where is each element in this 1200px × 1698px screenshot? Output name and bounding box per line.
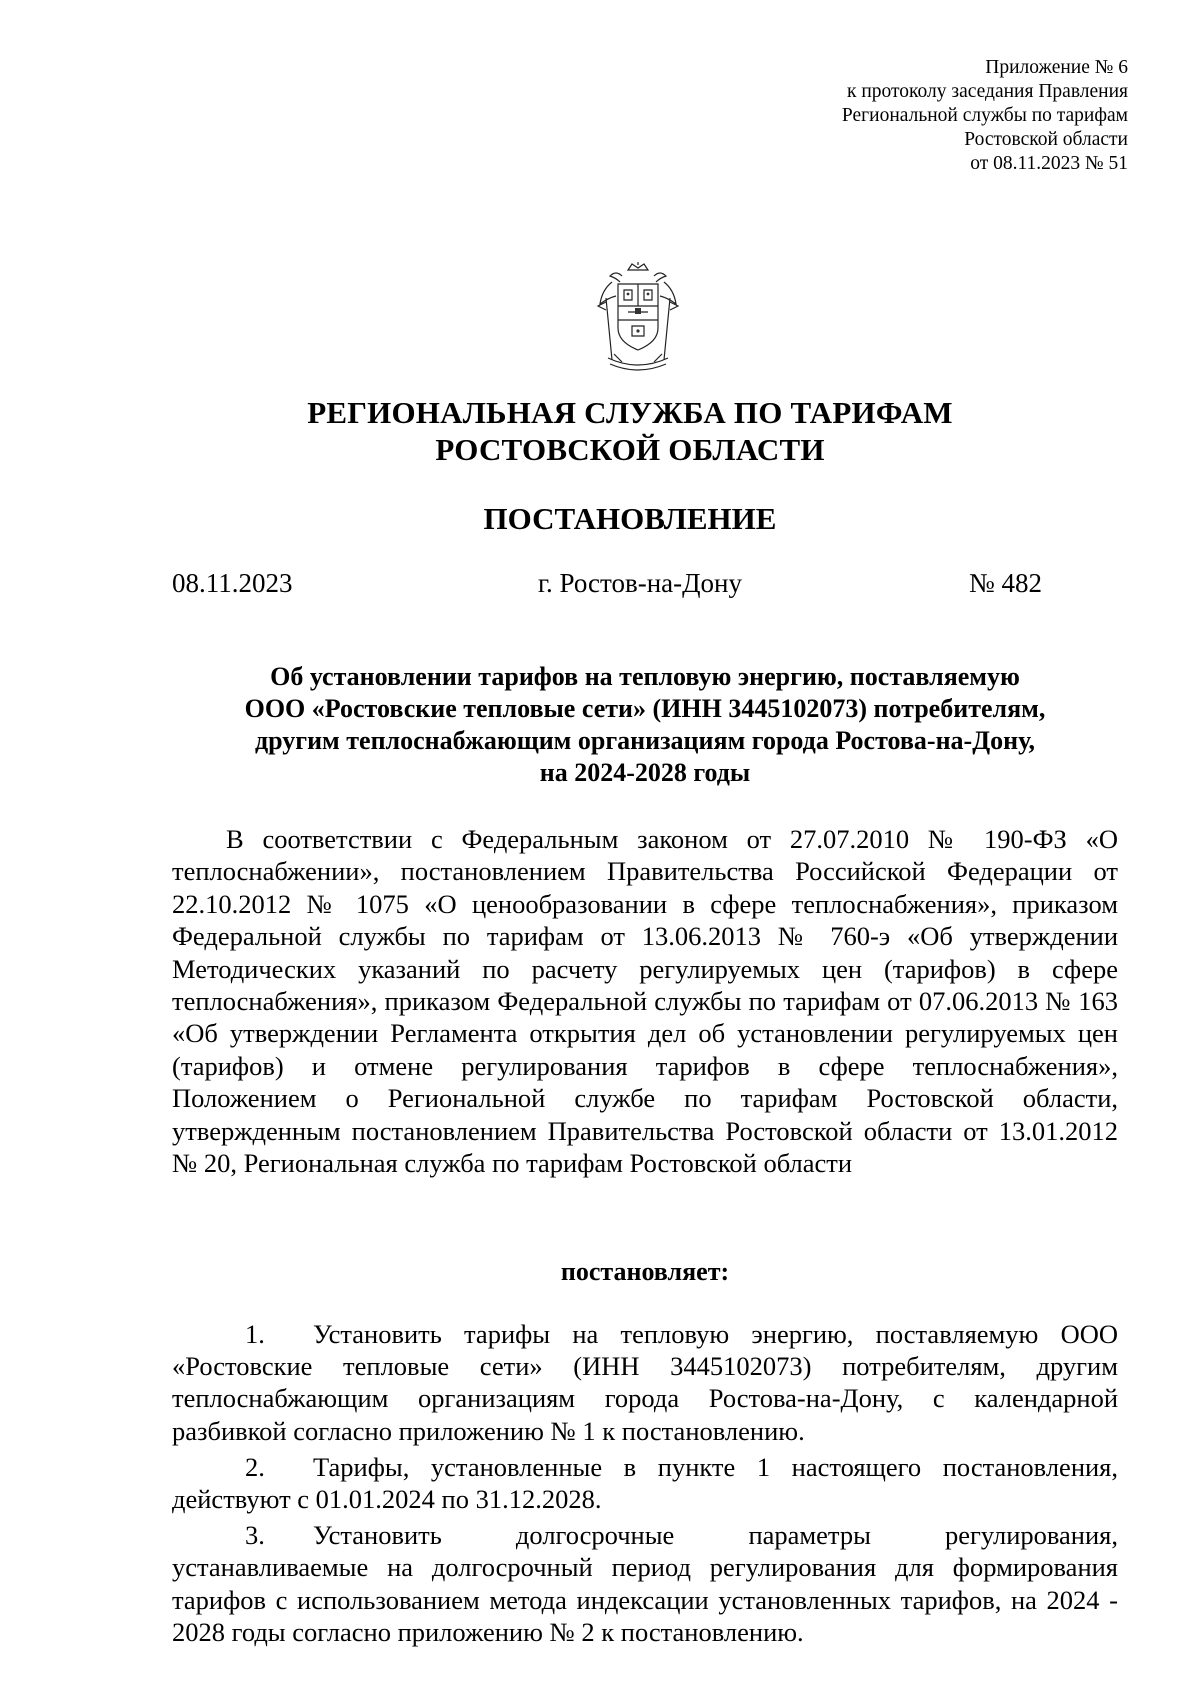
document-subject xyxy=(172,661,1118,789)
decision-items xyxy=(172,1318,1118,1652)
organization-title-line: РЕГИОНАЛЬНАЯ СЛУЖБА ПО ТАРИФАМ xyxy=(307,395,953,430)
appendix-line: Приложение № 6 xyxy=(985,57,1128,78)
coat-of-arms-icon xyxy=(592,262,684,378)
organization-title-line: РОСТОВСКОЙ ОБЛАСТИ xyxy=(435,432,825,467)
appendix-line: Ростовской области xyxy=(964,129,1128,150)
document-number: № 482 xyxy=(968,568,1042,598)
appendix-line: Региональной службы по тарифам xyxy=(841,105,1128,126)
item-text: Тарифы, установленные в пункте 1 настоящего постановления, действуют с 01.01.2024 по 31.12.2028. xyxy=(172,1451,1118,1515)
organization-title xyxy=(200,394,1060,468)
subject-line: на 2024-2028 годы xyxy=(539,758,751,787)
document-city: г. Ростов-на-Дону xyxy=(538,568,743,598)
document-meta xyxy=(172,565,1042,605)
item-text: Установить тарифы на тепловую энергию, поставляемую ООО «Ростовские тепловые сети» (ИНН 3445102073) потребителям, другим теплоснабжающим организациям города Ростова-на-Дону, с календарной разбивкой согласно приложению № 1 к постановлению. xyxy=(172,1319,1118,1446)
item-number: 1. xyxy=(245,1319,265,1349)
item-number: 3. xyxy=(245,1520,265,1551)
item-number: 2. xyxy=(245,1451,265,1482)
appendix-line: от 08.11.2023 № 51 xyxy=(970,153,1128,174)
decision-item xyxy=(172,1519,1118,1648)
document-type: ПОСТАНОВЛЕНИЕ xyxy=(483,501,777,536)
document-date: 08.11.2023 xyxy=(172,568,293,598)
item-text: Установить долгосрочные параметры регулирования, устанавливаемые на долгосрочный период регулирования для формирования тарифов с использованием метода индексации установленных тарифов, на 2024 - 2028 годы согласно приложению № 2 к постановлению. xyxy=(172,1520,1118,1647)
subject-line: другим теплоснабжающим организациям города Ростова-на-Дону, xyxy=(255,726,1035,755)
appendix-line: к протоколу заседания Правления xyxy=(847,81,1128,102)
decision-heading: постановляет: xyxy=(560,1257,730,1286)
decision-item xyxy=(172,1318,1118,1447)
appendix-note xyxy=(720,56,1128,176)
preamble-paragraph: В соответствии с Федеральным законом от 27.07.2010 № 190-ФЗ «О теплоснабжении», постановлением Правительства Российской Федерации от 22.10.2012 № 1075 «О ценообразовании в сфере теплоснабжения», приказом Федеральной службы по тарифам от 13.06.2013 № 760-э «Об утверждении Методических указаний по расчету регулируемых цен (тарифов) в сфере теплоснабжения», приказом Федеральной службы по тарифам от 07.06.2013 № 163 «Об утверждении Регламента открытия дел об установлении регулируемых цен (тарифов) и отмене регулирования тарифов в сфере теплоснабжения», Положением о Региональной службе по тарифам Ростовской области, утвержденным постановлением Правительства Ростовской области от 13.01.2012 № 20, Региональная служба по тарифам Ростовской области xyxy=(172,824,1118,1179)
subject-line: Об установлении тарифов на тепловую энергию, поставляемую xyxy=(270,662,1020,691)
decision-item xyxy=(172,1451,1118,1515)
subject-line: ООО «Ростовские тепловые сети» (ИНН 3445102073) потребителям, xyxy=(244,694,1046,723)
